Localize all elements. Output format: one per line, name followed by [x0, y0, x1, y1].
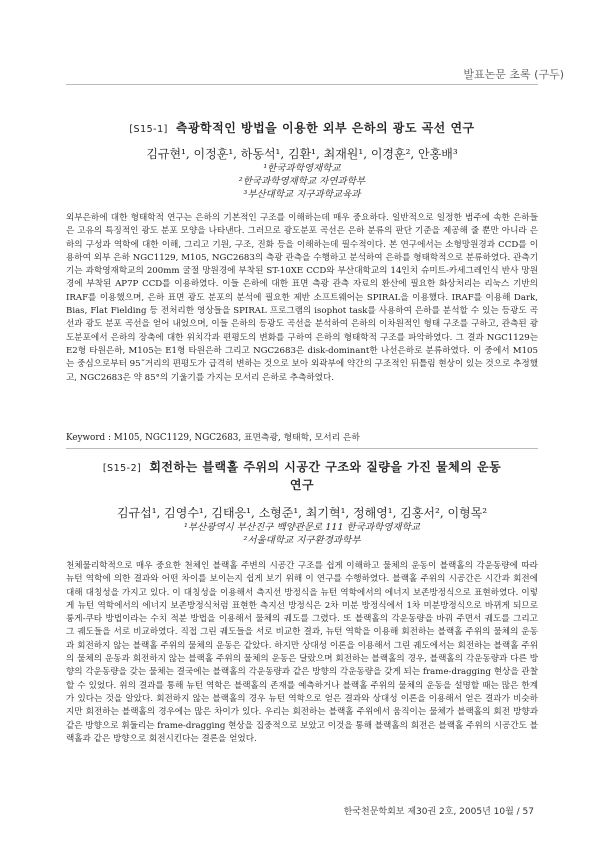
- paper1-abstract: 외부은하에 대한 형태학적 연구는 은하의 기본적인 구조를 이해하는데 매우 중요하다. 일반적으로 일정한 범주에 속한 은하들은 고유의 특징적인 광도 분포 모양을 나타낸다. 그러므로 광도분포 곡선은 은하 분류의 판단 기준을 제공해 줄 뿐만 아니라 은하의 구성과 역학에 대한 이해, 그리고 기원, 구조, 진화 등을 이해하는데 필수적이다. 본 연구에서는 소형망원경과 CCD를 이용하여 외부 은하 NGC1129, M105, NGC2683의 측광 관측을 수행하고 분석하여 은하를 형태학적으로 분류하였다. 관측기기는 과학영재학교의 200mm 굴절 망원경에 부착된 ST-10XE CCD와 부산대학교의 14인치 슈미트-카세그레인식 반사 망원경에 부착된 AP7P CCD를 이용하였다. 이들 은하에 대한 표면 측광 관측 자료의 환산에 필요한 화상처리는 리눅스 기반의 IRAF를 이용했으며, 은하 표면 광도 분포의 분석에 필요한 제반 소프트웨어는 SPIRAL을 이용했다. IRAF를 이용해 Dark, Bias, Flat Fielding 등 전처리한 영상들을 SPIRAL 프로그램의 isophot task를 사용하여 은하를 분석할 수 있는 등광도 곡선과 광도 분포 곡선을 얻어 내었으며, 이들 은하의 등광도 곡선을 분석하여 은하의 이차원적인 형태 구조를 구하고, 관측된 광도분포에서 은하의 장축에 대한 위치각과 편평도의 변화를 구하여 은하의 형태학적 구조를 파악하였다. 그 결과 NGC1129는 E2형 타원은하, M105는 E1형 타원은하 그리고 NGC2683은 disk-dominant한 나선은하로 분류하였다. 이 중에서 M105는 중심으로부터 95˝거리의 편평도가 급격히 변하는 것으로 보아 외곽부에 약간의 구조적인 뒤틀림 현상이 있는 것으로 추정했고, NGC2683은 약 85°의 기울기를 가지는 모서리 은하로 추측하였다.: [66, 213, 538, 383]
- paper2-title-line2: 연구: [289, 478, 315, 492]
- paper1-code: [S15-1]: [129, 124, 168, 135]
- paper1-authors: 김규현¹, 이정훈¹, 하동석¹, 김환¹, 최재원¹, 이경훈², 안홍배³: [146, 147, 458, 161]
- paper1-keywords: Keyword : M105, NGC1129, NGC2683, 표면측광, 형태학, 모서리 은하: [66, 433, 360, 443]
- paper1-title: 측광학적인 방법을 이용한 외부 은하의 광도 곡선 연구: [175, 121, 475, 135]
- paper1-affiliations: [66, 162, 538, 201]
- header-rule: [66, 84, 538, 85]
- paper2-abstract: 천체물리학적으로 매우 중요한 천체인 블랙홀 주변의 시공간 구조를 쉽게 이해하고 물체의 운동이 블랙홀의 각운동량에 따라 뉴턴 역학에 의한 결과와 어떤 차이를 보이는지 쉽게 보기 위해 이 연구를 수행하였다. 블랙홀 주위의 시공간은 시간과 회전에 대해 대칭성을 가지고 있다. 이 대칭성을 이용해서 측지선 방정식을 뉴턴 역학에서의 에너지 보존방정식으로 표현하였다. 이렇게 뉴턴 역학에서의 에너지 보존방정식처럼 표현한 측지선 방정식은 2차 미분 방정식에서 1차 미분방정식으로 바뀌게 되므로 룽게-쿠타 방법이라는 수치 적분 방법을 이용해서 물체의 궤도를 그렸다. 또 블랙홀의 각운동량을 바꿔 주면서 궤도를 그리고 그 궤도들을 서로 비교하였다. 직접 그린 궤도들을 서로 비교한 결과, 뉴턴 역학을 이용해 회전하는 블랙홀 주위의 물체의 운동과 회전하지 않는 블랙홀 주위의 물체의 운동은 같았다. 하지만 상대성 이론을 이용해서 그린 궤도에서는 회전하는 블랙홀 주위의 물체의 운동과 회전하지 않는 블랙홀 주위의 물체의 운동은 달랐으며 회전하는 블랙홀의 경우, 블랙홀의 각운동량과 다른 방향의 각운동량을 갖는 물체는 결국에는 블랙홀의 각운동량과 같은 방향의 각운동량을 갖게 되는 frame-dragging 현상을 관찰할 수 있었다. 위의 결과를 통해 뉴턴 역학은 블랙홀의 존재를 예측하거나 블랙홀 주위의 물체의 운동을 설명할 때는 많은 한계가 있다는 것을 알았다. 회전하지 않는 블랙홀의 경우 뉴턴 역학으로 얻은 결과와 상대성 이론을 이용해서 얻은 결과가 비슷하지만 회전하는 블랙홀의 경우에는 많은 차이가 있다. 우리는 회전하는 블랙홀 주위에서 움직이는 물체가 블랙홀의 회전 방향과 같은 방향으로 휘둘리는 frame-dragging 현상을 집중적으로 보았고 이것을 통해 블랙홀의 회전은 블랙홀 주위의 시공간도 블랙홀과 같은 방향으로 회전시킨다는 결론을 얻었다.: [66, 561, 538, 744]
- section-header: 발표논문 초록 (구두): [463, 68, 564, 81]
- paper2-affil-1: ¹부산광역시 부산진구 백양관문로 111 한국과학영재학교: [184, 522, 420, 533]
- paper2-title-block: [66, 459, 538, 494]
- section-divider: [66, 448, 538, 449]
- page-footer: 한국천문학회보 제30권 2호, 2005년 10월 / 57: [343, 807, 534, 817]
- paper1-title-block: [66, 120, 538, 138]
- paper2-affiliations: [66, 521, 538, 547]
- paper1-affil-2: ²한국과학영재학교 자연과학부: [238, 176, 366, 187]
- paper2-affil-2: ²서울대학교 지구환경과학부: [243, 535, 361, 546]
- paper2-authors: 김규섭¹, 김영수¹, 김태응¹, 소형준¹, 최기혁¹, 정해영¹, 김홍서², 이형목²: [116, 506, 488, 520]
- paper2-code: [S15-2]: [102, 463, 142, 474]
- paper2-title-line1: 회전하는 블랙홀 주위의 시공간 구조와 질량을 가진 물체의 운동: [149, 460, 502, 474]
- paper1-affil-3: ³부산대학교 지구과학교육과: [243, 189, 361, 200]
- paper1-affil-1: ¹한국과학영재학교: [263, 163, 341, 174]
